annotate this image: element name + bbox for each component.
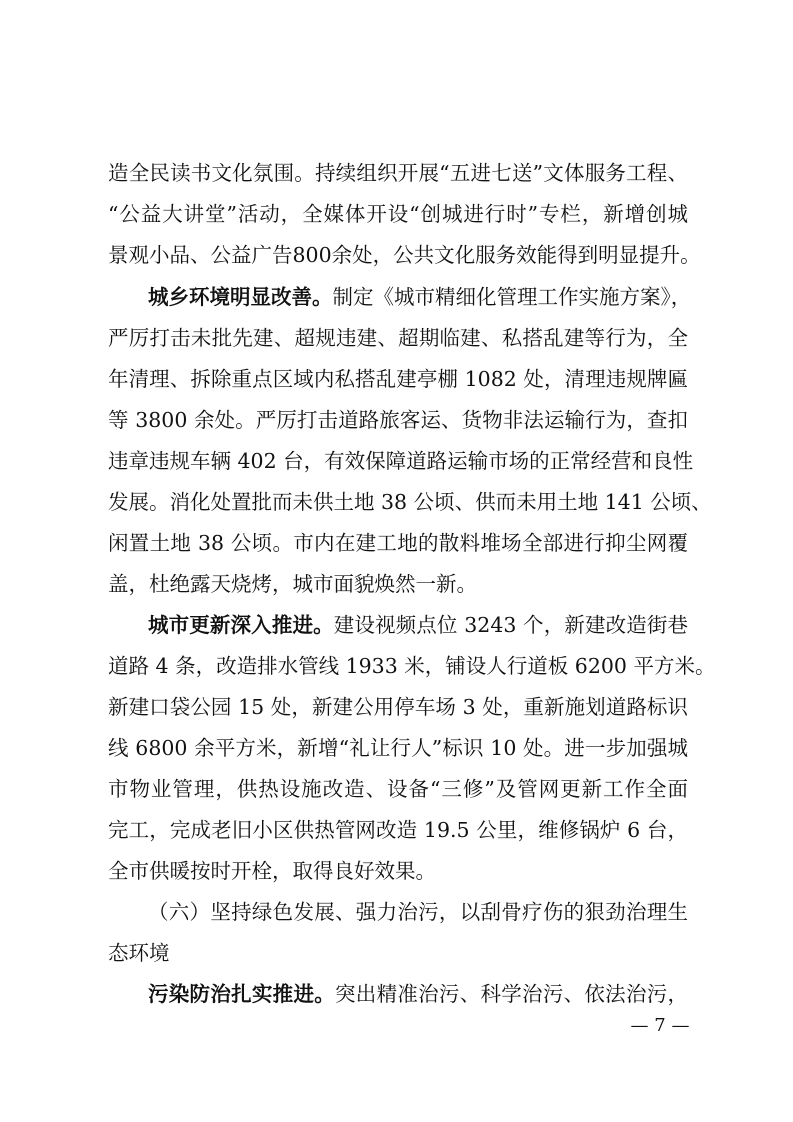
body-line: “公益大讲堂”活动，全媒体开设“创城进行时”专栏，新增创城 [108, 202, 688, 226]
section-heading: 城乡环境明显改善。 [148, 285, 333, 309]
body-text: 突出精准治污、科学治污、依法治污， [335, 982, 689, 1006]
page-number: — 7 — [630, 1015, 690, 1036]
section-heading: 污染防治扎实推进。 [148, 982, 336, 1006]
body-line: 年清理、拆除重点区域内私搭乱建亭棚 1082 处，清理违规牌匾 [108, 367, 688, 391]
section-heading: 城市更新深入推进。 [148, 613, 334, 637]
body-line: 新建口袋公园 15 处，新建公用停车场 3 处，重新施划道路标识 [108, 695, 688, 719]
paragraph-first-line [148, 279, 692, 315]
body-line: 市物业管理，供热设施改造、设备“三修”及管网更新工作全面 [108, 777, 688, 801]
body-line: 严厉打击未批先建、超规违建、超期临建、私搭乱建等行为，全 [108, 326, 688, 350]
body-line: 盖，杜绝露天烧烤，城市面貌焕然一新。 [108, 572, 477, 596]
body-line: 违章违规车辆 402 台，有效保障道路运输市场的正常经营和良性 [108, 449, 694, 473]
paragraph-first-line [148, 607, 688, 643]
body-text: 制定《城市精细化管理工作实施方案》， [332, 285, 692, 309]
body-line: 等 3800 余处。严厉打击道路旅客运、货物非法运输行为，查扣 [108, 408, 688, 432]
body-line: 造全民读书文化氛围。持续组织开展“五进七送”文体服务工程、 [108, 161, 688, 185]
paragraph-first-line [148, 976, 688, 1012]
subsection-heading-cont: 态环境 [108, 941, 170, 965]
body-line: 闲置土地 38 公顷。市内在建工地的散料堆场全部进行抑尘网覆 [108, 531, 688, 555]
body-line: 完工，完成老旧小区供热管网改造 19.5 公里，维修锅炉 6 台， [108, 818, 688, 842]
body-line: 线 6800 余平方米，新增“礼让行人”标识 10 处。进一步加强城 [108, 736, 688, 760]
subsection-heading: （六）坚持绿色发展、强力治污，以刮骨疗伤的狠劲治理生 [148, 900, 688, 924]
body-line: 发展。消化处置批而未供土地 38 公顷、供而未用土地 141 公顷、 [108, 490, 712, 514]
body-line: 道路 4 条，改造排水管线 1933 米，铺设人行道板 6200 平方米。 [108, 654, 716, 678]
body-text: 建设视频点位 3243 个，新建改造街巷 [333, 613, 689, 637]
body-line: 景观小品、公益广告800余处，公共文化服务效能得到明显提升。 [108, 243, 701, 267]
body-line: 全市供暖按时开栓，取得良好效果。 [108, 859, 436, 883]
